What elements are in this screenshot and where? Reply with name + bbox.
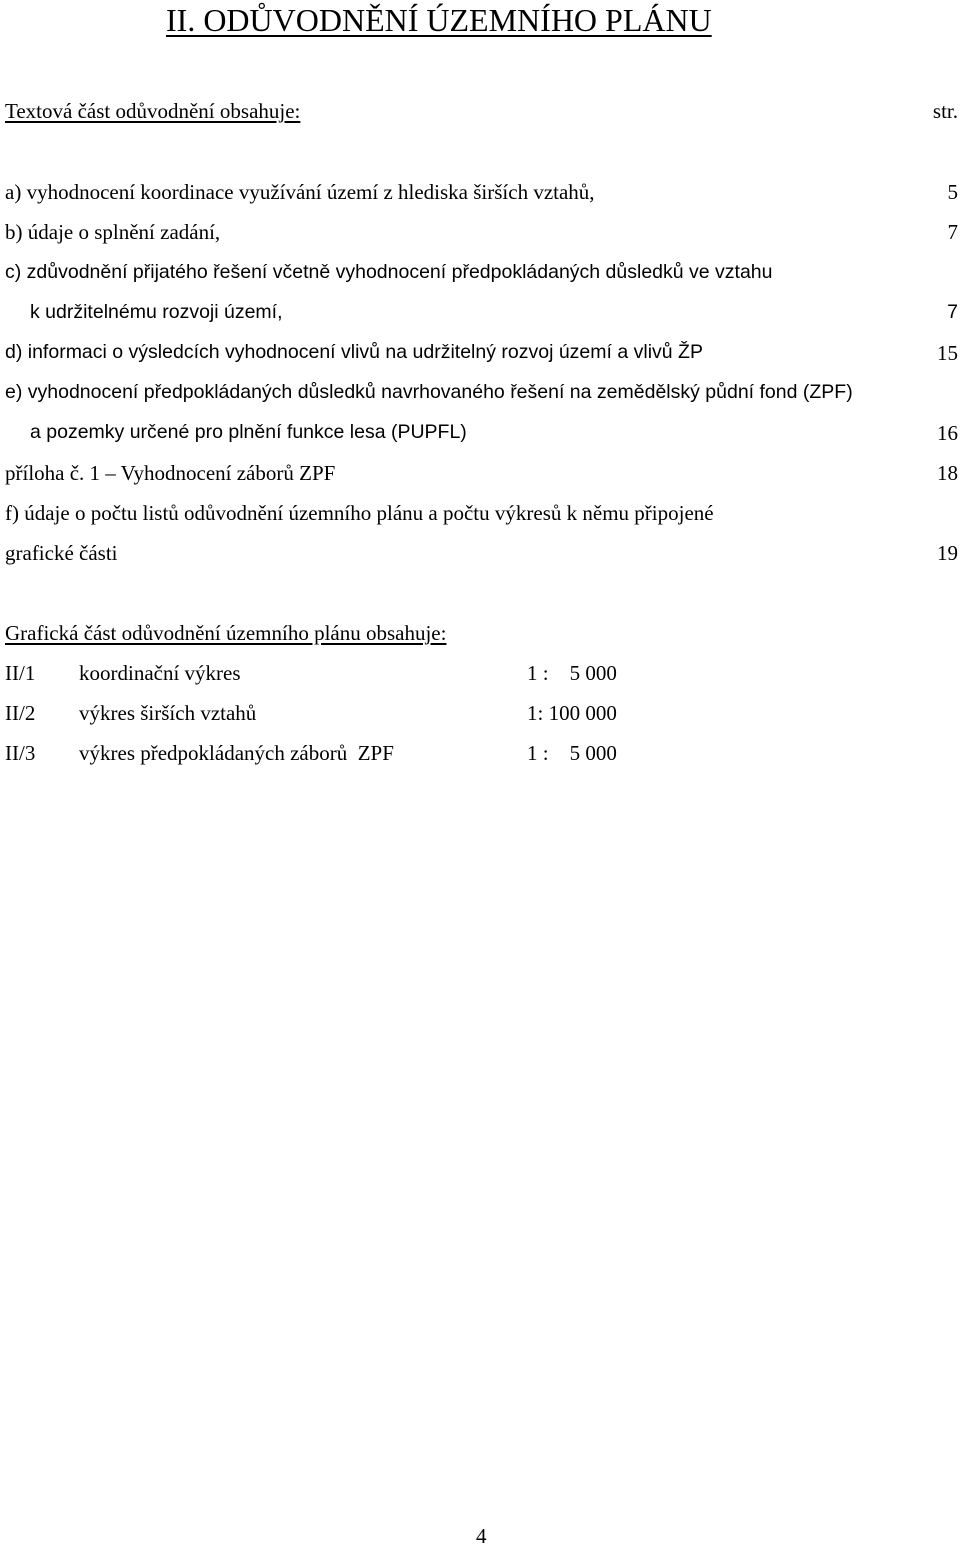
- toc-item-f: f) údaje o počtu listů odůvodnění územního plánu a počtu výkresů k němu připojené: [5, 501, 714, 525]
- page-number: 4: [476, 1524, 487, 1548]
- drawing-scale: 1 : 5 000: [527, 661, 617, 685]
- drawing-code: II/2: [5, 701, 36, 725]
- toc-item-c: c) zdůvodnění přijatého řešení včetně vyhodnocení předpokládaných důsledků ve vztahu: [5, 261, 773, 283]
- drawing-name: koordinační výkres: [79, 661, 241, 685]
- graphic-section-heading: Grafická část odůvodnění územního plánu obsahuje:: [5, 621, 447, 645]
- toc-page-e: 16: [937, 421, 958, 445]
- page-column-label: str.: [932, 99, 958, 123]
- toc-item-f-cont: grafické části: [5, 541, 118, 565]
- toc-page-appendix-1: 18: [937, 461, 958, 485]
- toc-page-f: 19: [937, 541, 958, 565]
- toc-page-a: 5: [947, 180, 958, 204]
- toc-item-c-cont: k udržitelnému rozvoji území,: [30, 301, 283, 323]
- toc-item-e: e) vyhodnocení předpokládaných důsledků navrhovaného řešení na zemědělský půdní fond (ZPF): [5, 381, 853, 403]
- text-section-heading: Textová část odůvodnění obsahuje:: [5, 99, 301, 123]
- drawing-name: výkres širších vztahů: [79, 701, 257, 725]
- drawing-code: II/3: [5, 741, 36, 765]
- toc-page-d: 15: [937, 341, 958, 365]
- drawing-code: II/1: [5, 661, 36, 685]
- drawing-scale: 1 : 5 000: [527, 741, 617, 765]
- toc-item-b: b) údaje o splnění zadání,: [5, 220, 221, 244]
- toc-item-e-cont: a pozemky určené pro plnění funkce lesa (PUPFL): [30, 421, 467, 443]
- drawing-scale: 1: 100 000: [527, 701, 617, 725]
- toc-page-c: 7: [947, 301, 958, 323]
- toc-item-d: d) informaci o výsledcích vyhodnocení vlivů na udržitelný rozvoj území a vlivů ŽP: [5, 341, 703, 363]
- toc-page-b: 7: [947, 220, 958, 244]
- toc-appendix-1: příloha č. 1 – Vyhodnocení záborů ZPF: [5, 461, 336, 485]
- page-title: II. ODŮVODNĚNÍ ÚZEMNÍHO PLÁNU: [166, 2, 712, 38]
- toc-item-a: a) vyhodnocení koordinace využívání území z hlediska širších vztahů,: [5, 180, 595, 204]
- drawing-name: výkres předpokládaných záborů ZPF: [79, 741, 394, 765]
